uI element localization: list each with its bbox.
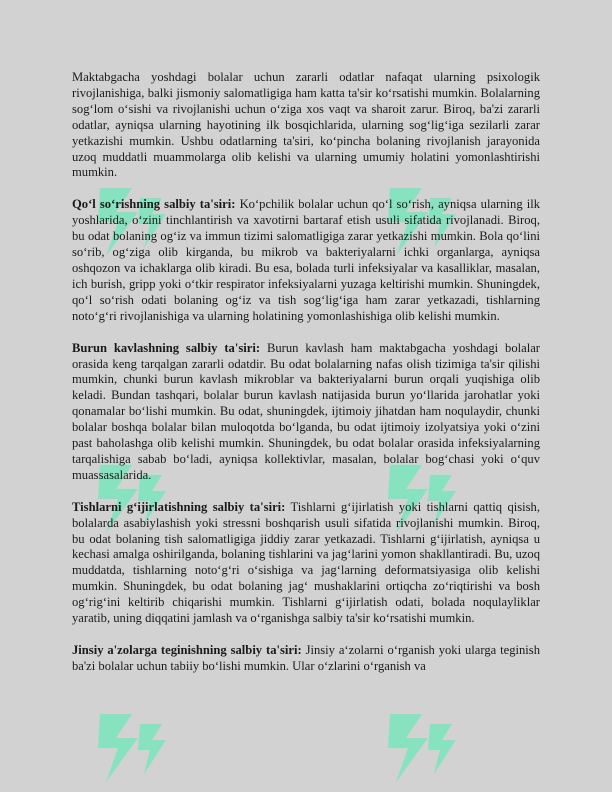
section-text: Koʻpchilik bolalar uchun qoʻl soʻrish, ayniqsa ularning ilk yoshlarida, oʻzini tinchlantirish va xavotirni bartaraf etish usuli sifatida rivojlanadi. Biroq, bu odat bolaning ogʻiz va immun tizimi salomatligiga zarar yetkazishi mumkin. Bola qoʻlini soʻrib, ogʻziga olib kirganda, bu mikrob va bakteriyalarni ichki organlarga, ayniqsa oshqozon va ichaklarga olib kiradi. Bu esa, bolada turli infeksiyalar va kasalliklar, masalan, ich burish, gripp yoki oʻtkir respirator infeksiyalarni yuzaga keltirishi mumkin. Shuningdek, qoʻl soʻrish odati bolaning ogʻiz va tish sogʻligʻiga ham zarar yetkazadi, tishlarning notoʻgʻri rivojlanishiga va ularning holatining yomonlashishiga olib kelishi mumkin.: [72, 197, 541, 323]
section-heading: Burun kavlashning salbiy ta'siri:: [72, 340, 261, 355]
section-teeth-grinding: [72, 500, 540, 627]
section-heading: Tishlarni gʻijirlatishning salbiy ta'siri:: [72, 499, 286, 514]
intro-paragraph: Maktabgacha yoshdagi bolalar uchun zararli odatlar nafaqat ularning psixologik rivojlanishiga, balki jismoniy salomatligiga ham katta ta'sir koʻrsatishi mumkin. Bolalarning sogʻlom oʻsishi va rivojlanishi uchun oʻziga xos vaqt va sharoit zarur. Biroq, ba'zi zararli odatlar, ayniqsa ularning hayotining ilk bosqichlarida, ularning sogʻligʻiga sezilarli zarar yetkazishi mumkin. Ushbu odatlarning ta'siri, koʻpincha bolaning rivojlanish jarayonida uzoq muddatli muammolarga olib kelishi va ularning umumiy holatini yomonlashtirishi mumkin.: [72, 70, 540, 180]
section-hand-sucking: [72, 197, 540, 324]
watermark-logo-icon: [92, 704, 170, 792]
section-text: Jinsiy aʻzolarni oʻrganish yoki ularga teginish ba'zi bolalar uchun tabiiy boʻlishi mumkin. Ular oʻzlarini oʻrganish va: [72, 643, 540, 673]
section-heading: Qoʻl soʻrishning salbiy ta'siri:: [72, 197, 236, 212]
section-genital-touching: [72, 643, 540, 675]
section-heading: Jinsiy a'zolarga teginishning salbiy ta'siri:: [72, 643, 302, 657]
document-body: [72, 70, 540, 691]
section-text: Tishlarni gʻijirlatish yoki tishlarni qattiq qisish, bolalarda asabiylashish yoki stressni boshqarish usuli sifatida rivojlanishi mumkin. Biroq, bu odat bolaning tish salomatligiga jiddiy zarar yetkazadi. Tishlarni gʻijirlatish, ayniqsa u kechasi amalga oshirilganda, bolaning tishlarini va jagʻlarini yomon shakllantiradi. Bu, uzoq muddatda, tishlarning notoʻgʻri oʻsishiga va jagʻlarning deformatsiyasiga olib kelishi mumkin. Shuningdek, bu odat bolaning jagʻ mushaklarini ortiqcha zoʻriqtirishi va bosh ogʻrigʻini keltirib chiqarishi mumkin. Tishlarni gʻijirlatish odati, bolada noqulayliklar yaratib, uning diqqatini jamlash va oʻrganishga salbiy ta'sir koʻrsatishi mumkin.: [72, 499, 540, 626]
section-nose-picking: [72, 341, 540, 484]
section-text: Burun kavlash ham maktabgacha yoshdagi bolalar orasida keng tarqalgan zararli odatdir. Bu odat bolalarning nafas olish tizimiga ta'sir qilishi mumkin, chunki burun kavlash mikroblar va bakteriyalarni burun orqali yuqishiga olib keladi. Bundan tashqari, bolalar burun kavlash natijasida burun yoʻllarida jarohatlar yoki qonamalar boʻlishi mumkin. Bu odat, shuningdek, ijtimoiy jihatdan ham noqulaydir, chunki bolalar boshqa bolalar bilan muloqotda boʻlganda, bu odat ijtimoiy izolyatsiya yoki oʻzini past baholashga olib kelishi mumkin. Shuningdek, bu odat bolalar orasida infeksiyalarning tarqalishiga sabab boʻladi, ayniqsa kollektivlar, masalan, bolalar bogʻchasi yoki oʻquv muassasalarida.: [72, 340, 541, 482]
watermark-logo-icon: [382, 704, 460, 792]
